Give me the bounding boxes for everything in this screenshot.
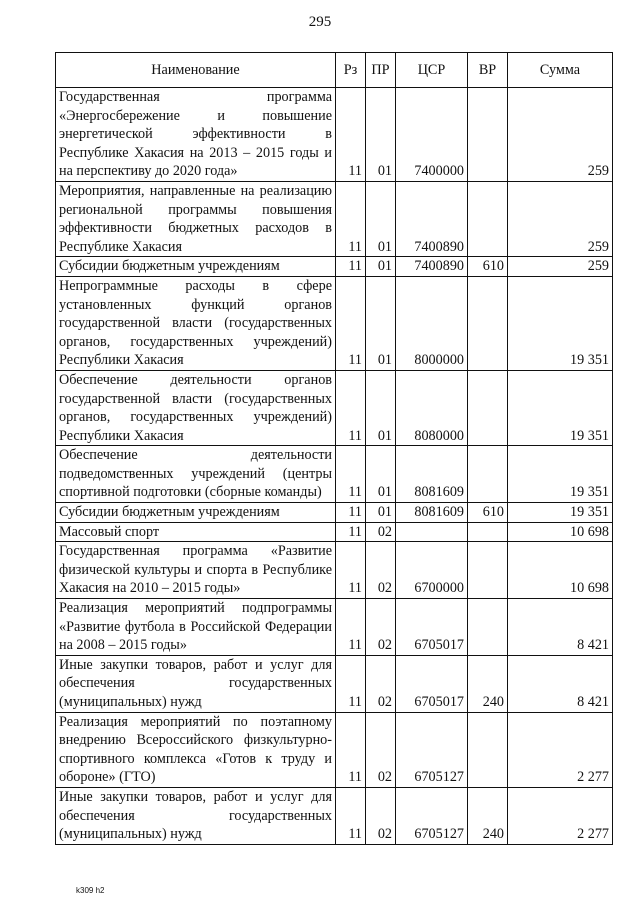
footer-code: k309 h2 [76, 886, 105, 895]
cell-csr: 7400000 [396, 88, 468, 182]
cell-pr: 01 [366, 503, 396, 523]
table-row [56, 655, 613, 712]
cell-csr: 7400890 [396, 257, 468, 277]
cell-sum: 2 277 [508, 787, 613, 844]
cell-sum: 19 351 [508, 276, 613, 370]
cell-rz: 11 [336, 522, 366, 542]
cell-name: Субсидии бюджетным учреждениям [56, 503, 336, 523]
cell-rz: 11 [336, 712, 366, 787]
cell-name: Обеспечение деятельности органов государственной власти (государственных органов, государственных учреждений) Республики Хакасия [56, 370, 336, 445]
cell-pr: 02 [366, 655, 396, 712]
table-row [56, 599, 613, 656]
cell-rz: 11 [336, 787, 366, 844]
cell-vr: 610 [468, 503, 508, 523]
cell-pr: 01 [366, 181, 396, 256]
cell-csr: 8081609 [396, 446, 468, 503]
table-row [56, 446, 613, 503]
cell-sum: 19 351 [508, 503, 613, 523]
cell-name: Иные закупки товаров, работ и услуг для обеспечения государственных (муниципальных) нужд [56, 655, 336, 712]
cell-vr [468, 276, 508, 370]
cell-rz: 11 [336, 370, 366, 445]
cell-rz: 11 [336, 542, 366, 599]
header-sum: Сумма [508, 53, 613, 88]
header-csr: ЦСР [396, 53, 468, 88]
cell-sum: 2 277 [508, 712, 613, 787]
cell-name: Государственная программа «Развитие физической культуры и спорта в Республике Хакасия на 2010 – 2015 годы» [56, 542, 336, 599]
cell-csr: 6700000 [396, 542, 468, 599]
cell-csr: 8080000 [396, 370, 468, 445]
table-row [56, 787, 613, 844]
cell-sum: 10 698 [508, 542, 613, 599]
cell-pr: 02 [366, 542, 396, 599]
cell-rz: 11 [336, 446, 366, 503]
cell-pr: 02 [366, 712, 396, 787]
table-row [56, 181, 613, 256]
cell-pr: 02 [366, 522, 396, 542]
table-row [56, 88, 613, 182]
cell-rz: 11 [336, 655, 366, 712]
cell-name: Реализация мероприятий подпрограммы «Развитие футбола в Российской Федерации на 2008 – 2015 годы» [56, 599, 336, 656]
cell-pr: 01 [366, 257, 396, 277]
cell-csr: 6705127 [396, 712, 468, 787]
cell-vr [468, 88, 508, 182]
cell-name: Непрограммные расходы в сфере установленных функций органов государственной власти (государственных органов, государственных учреждений) Республики Хакасия [56, 276, 336, 370]
table-row [56, 257, 613, 277]
cell-rz: 11 [336, 181, 366, 256]
table-body [56, 88, 613, 845]
cell-pr: 02 [366, 787, 396, 844]
cell-rz: 11 [336, 88, 366, 182]
header-pr: ПР [366, 53, 396, 88]
cell-name: Реализация мероприятий по поэтапному внедрению Всероссийского физкультурно-спортивного комплекса «Готов к труду и обороне» (ГТО) [56, 712, 336, 787]
header-name: Наименование [56, 53, 336, 88]
cell-sum: 8 421 [508, 599, 613, 656]
cell-vr [468, 542, 508, 599]
table-row [56, 370, 613, 445]
cell-sum: 259 [508, 88, 613, 182]
table-row [56, 522, 613, 542]
cell-name: Обеспечение деятельности подведомственных учреждений (центры спортивной подготовки (сборные команды) [56, 446, 336, 503]
cell-sum: 19 351 [508, 446, 613, 503]
cell-vr: 240 [468, 787, 508, 844]
cell-rz: 11 [336, 599, 366, 656]
table-row [56, 542, 613, 599]
cell-vr [468, 522, 508, 542]
cell-rz: 11 [336, 257, 366, 277]
cell-rz: 11 [336, 276, 366, 370]
table-row [56, 276, 613, 370]
cell-sum: 19 351 [508, 370, 613, 445]
cell-name: Субсидии бюджетным учреждениям [56, 257, 336, 277]
cell-name: Мероприятия, направленные на реализацию региональной программы повышения эффективности бюджетных расходов в Республике Хакасия [56, 181, 336, 256]
cell-sum: 259 [508, 181, 613, 256]
cell-csr: 7400890 [396, 181, 468, 256]
header-vr: ВР [468, 53, 508, 88]
cell-pr: 02 [366, 599, 396, 656]
cell-csr [396, 522, 468, 542]
cell-csr: 6705127 [396, 787, 468, 844]
cell-name: Государственная программа «Энергосбережение и повышение энергетической эффективности в Республике Хакасия на 2013 – 2015 годы и на перспективу до 2020 года» [56, 88, 336, 182]
cell-sum: 259 [508, 257, 613, 277]
header-rz: Рз [336, 53, 366, 88]
cell-vr: 240 [468, 655, 508, 712]
cell-sum: 10 698 [508, 522, 613, 542]
cell-vr [468, 446, 508, 503]
cell-csr: 8081609 [396, 503, 468, 523]
cell-pr: 01 [366, 446, 396, 503]
cell-csr: 6705017 [396, 599, 468, 656]
cell-vr [468, 181, 508, 256]
table-row [56, 503, 613, 523]
cell-pr: 01 [366, 276, 396, 370]
budget-table [55, 52, 613, 845]
cell-vr [468, 370, 508, 445]
cell-pr: 01 [366, 88, 396, 182]
table-header-row [56, 53, 613, 88]
cell-name: Иные закупки товаров, работ и услуг для обеспечения государственных (муниципальных) нужд [56, 787, 336, 844]
cell-csr: 6705017 [396, 655, 468, 712]
cell-name: Массовый спорт [56, 522, 336, 542]
table-row [56, 712, 613, 787]
cell-sum: 8 421 [508, 655, 613, 712]
cell-vr [468, 712, 508, 787]
cell-vr: 610 [468, 257, 508, 277]
cell-csr: 8000000 [396, 276, 468, 370]
page-number: 295 [308, 14, 332, 30]
cell-rz: 11 [336, 503, 366, 523]
cell-vr [468, 599, 508, 656]
cell-pr: 01 [366, 370, 396, 445]
